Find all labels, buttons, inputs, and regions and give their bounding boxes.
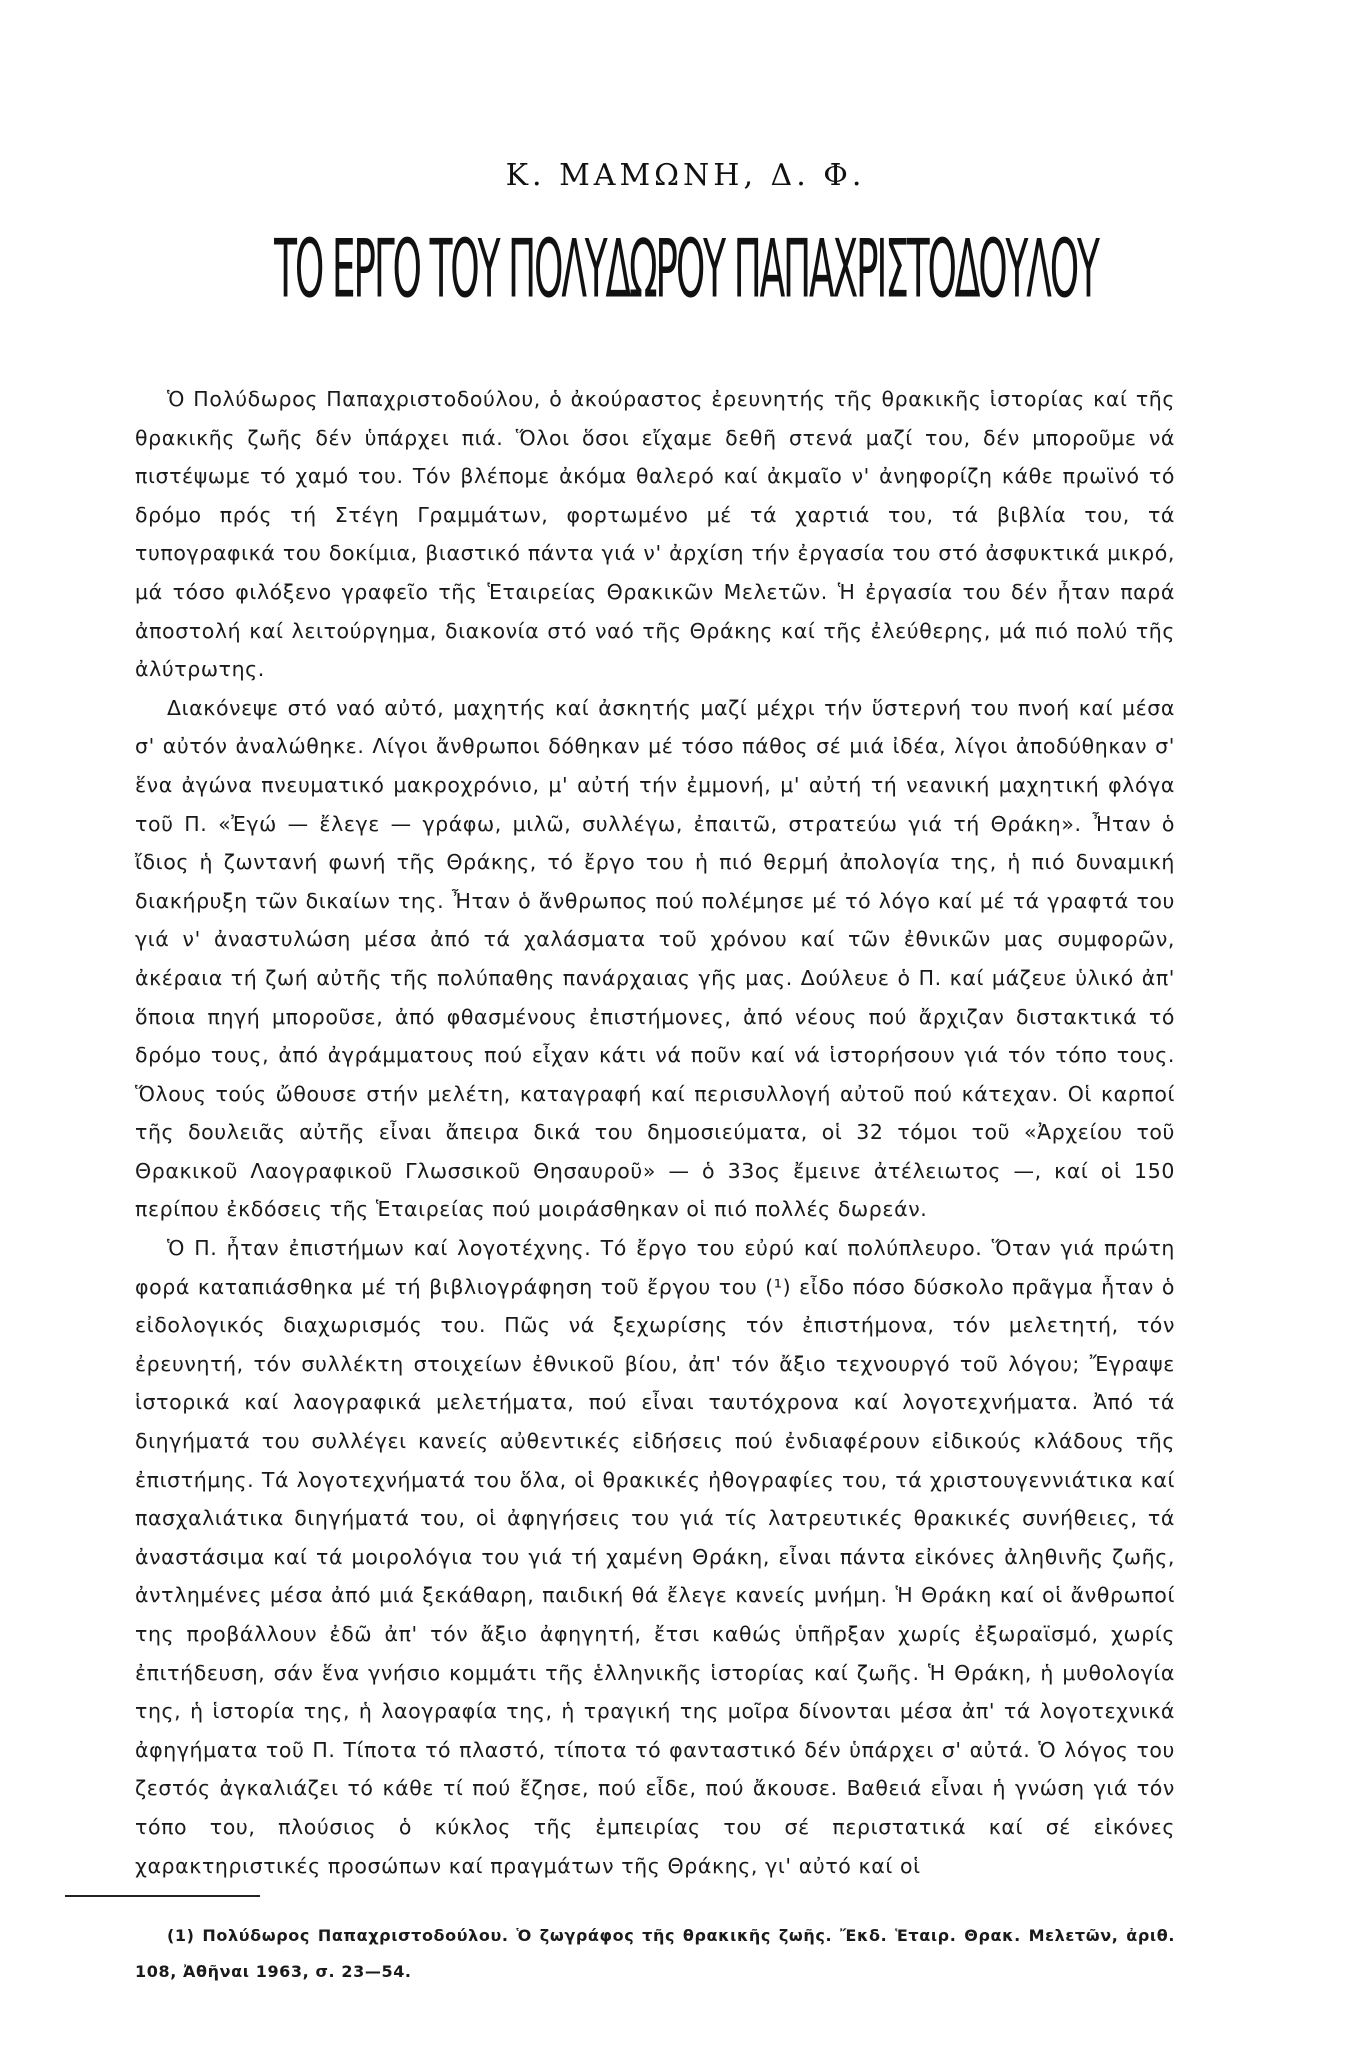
body-paragraph: Διακόνεψε στό ναό αὐτό, μαχητής καί ἀσκητής μαζί μέχρι τήν ὕστερνή του πνοή καί μέσα σ' αὐτόν ἀναλώθηκε. Λίγοι ἄνθρωποι δόθηκαν μέ τόσο πάθος σέ μιά ἰδέα, λίγοι ἀποδύθηκαν σ' ἕνα ἀγώνα πνευματικό μακροχρόνιο, μ' αὐτή τήν ἐμμονή, μ' αὐτή τή νεανική μαχητική φλόγα τοῦ Π. «Ἐγώ — ἔλεγε — γράφω, μιλῶ, συλλέγω, ἐπαιτῶ, στρατεύω γιά τή Θράκη». Ἦταν ὁ ἴδιος ἡ ζωντανή φωνή τῆς Θράκης, τό ἔργο του ἡ πιό θερμή ἀπολογία της, ἡ πιό δυναμική διακήρυξη τῶν δικαίων της. Ἦταν ὁ ἄνθρωπος πού πολέμησε μέ τό λόγο καί μέ τά γραφτά του γιά ν' ἀναστυλώση μέσα ἀπό τά χαλάσματα τοῦ χρόνου καί τῶν ἐθνικῶν μας συμφορῶν, ἀκέραια τή ζωή αὐτῆς τῆς πολύπαθης πανάρχαιας γῆς μας. Δούλευε ὁ Π. καί μάζευε ὑλικό ἀπ' ὅποια πηγή μποροῦσε, ἀπό φθασμένους ἐπιστήμονες, ἀπό νέους πού ἄρχιζαν διστακτικά τό δρόμο τους, ἀπό ἀγράμματους πού εἶχαν κάτι νά ποῦν καί νά ἱστορήσουν γιά τόν τόπο τους. Ὅλους τούς ὤθουσε στήν μελέτη, καταγραφή καί περισυλλογή αὐτοῦ πού κάτεχαν. Οἱ καρποί τῆς δουλειᾶς αὐτῆς εἶναι ἄπειρα δικά του δημοσιεύματα, οἱ 32 τόμοι τοῦ «Ἀρχείου τοῦ Θρακικοῦ Λαογραφικοῦ Γλωσσικοῦ Θησαυροῦ» — ὁ 33ος ἔμεινε ἀτέλειωτος —, καί οἱ 150 περίπου ἐκδόσεις τῆς Ἑταιρείας πού μοιράσθηκαν οἱ πιό πολλές δωρεάν. <box>135 695 1175 1222</box>
author-line: Κ. ΜΑΜΩΝΗ, Δ. Φ. <box>505 158 866 193</box>
footnote: (1) Πολύδωρος Παπαχριστοδούλου. Ὁ ζωγράφος τῆς θρακικῆς ζωῆς. Ἔκδ. Ἑταιρ. Θρακ. Μελετῶν, ἀριθ. 108, Ἀθῆναι 1963, σ. 23—54. <box>135 1926 1175 1981</box>
article-title-text: ΤΟ ΕΡΓΟ ΤΟΥ ΠΟΛΥΔΩΡΟΥ ΠΑΠΑΧΡΙΣΤΟΔΟΥΛΟΥ <box>273 223 1098 317</box>
body-paragraph: Ὁ Πολύδωρος Παπαχριστοδούλου, ὁ ἀκούραστος ἐρευνητής τῆς θρακικῆς ἱστορίας καί τῆς θρακικῆς ζωῆς δέν ὑπάρχει πιά. Ὅλοι ὅσοι εἴχαμε δεθῆ στενά μαζί του, δέν μποροῦμε νά πιστέψωμε τό χαμό του. Τόν βλέπομε ἀκόμα θαλερό καί ἀκμαῖο ν' ἀνηφορίζη κάθε πρωϊνό τό δρόμο πρός τή Στέγη Γραμμάτων, φορτωμένο μέ τά χαρτιά του, τά βιβλία του, τά τυπογραφικά του δοκίμια, βιαστικό πάντα γιά ν' ἀρχίση τήν ἐργασία του στό ἀσφυκτικά μικρό, μά τόσο φιλόξενο γραφεῖο τῆς Ἑταιρείας Θρακικῶν Μελετῶν. Ἡ ἐργασία του δέν ἦταν παρά ἀποστολή καί λειτούργημα, διακονία στό ναό τῆς Θράκης καί τῆς ἐλεύθερης, μά πιό πολύ τῆς ἀλύτρωτης. <box>135 387 1175 682</box>
article-title <box>0 223 1371 317</box>
body-paragraph: Ὁ Π. ἦταν ἐπιστήμων καί λογοτέχνης. Τό ἔργο του εὐρύ καί πολύπλευρο. Ὅταν γιά πρώτη φορά καταπιάσθηκα μέ τή βιβλιογράφηση τοῦ ἔργου του (¹) εἶδο πόσο δύσκολο πρᾶγμα ἦταν ὁ εἰδολογικός διαχωρισμός του. Πῶς νά ξεχωρίσης τόν ἐπιστήμονα, τόν μελετητή, τόν ἐρευνητή, τόν συλλέκτη στοιχείων ἐθνικοῦ βίου, ἀπ' τόν ἄξιο τεχνουργό τοῦ λόγου; Ἔγραψε ἱστορικά καί λαογραφικά μελετήματα, πού εἶναι ταυτόχρονα καί λογοτεχνήματα. Ἀπό τά διηγήματά του συλλέγει κανείς αὐθεντικές εἰδήσεις πού ἐνδιαφέρουν εἰδικούς κλάδους τῆς ἐπιστήμης. Τά λογοτεχνήματά του ὅλα, οἱ θρακικές ἠθογραφίες του, τά χριστουγεννιάτικα καί πασχαλιάτικα διηγήματά του, οἱ ἀφηγήσεις του γιά τίς λατρευτικές θρακικές συνήθειες, τά ἀναστάσιμα καί τά μοιρολόγια του γιά τή χαμένη Θράκη, εἶναι πάντα εἰκόνες ἀληθινῆς ζωῆς, ἀντλημένες μέσα ἀπό μιά ξεκάθαρη, παιδική θά ἔλεγε κανείς μνήμη. Ἡ Θράκη καί οἱ ἄνθρωποί της προβάλλουν ἐδῶ ἀπ' τόν ἄξιο ἀφηγητή, ἔτσι καθώς ὑπῆρξαν χωρίς ἐξωραϊσμό, χωρίς ἐπιτήδευση, σάν ἕνα γνήσιο κομμάτι τῆς ἑλληνικῆς ἱστορίας καί ζωῆς. Ἡ Θράκη, ἡ μυθολογία της, ἡ ἱστορία της, ἡ λαογραφία της, ἡ τραγική της μοῖρα δίνονται μέσα ἀπ' τά λογοτεχνικά ἀφηγήματα τοῦ Π. Τίποτα τό πλαστό, τίποτα τό φανταστικό δέν ὑπάρχει σ' αὐτά. Ὁ λόγος του ζεστός ἀγκαλιάζει τό κάθε τί πού ἔζησε, πού εἶδε, πού ἄκουσε. Βαθειά εἶναι ἡ γνώση γιά τόν τόπο του, πλούσιος ὁ κύκλος τῆς ἐμπειρίας του σέ περιστατικά καί σέ εἰκόνες χαρακτηριστικές προσώπων καί πραγμάτων τῆς Θράκης, γι' αὐτό καί οἱ <box>135 1236 1175 1878</box>
footnote-separator <box>65 1895 260 1897</box>
article-body <box>135 380 1175 1885</box>
